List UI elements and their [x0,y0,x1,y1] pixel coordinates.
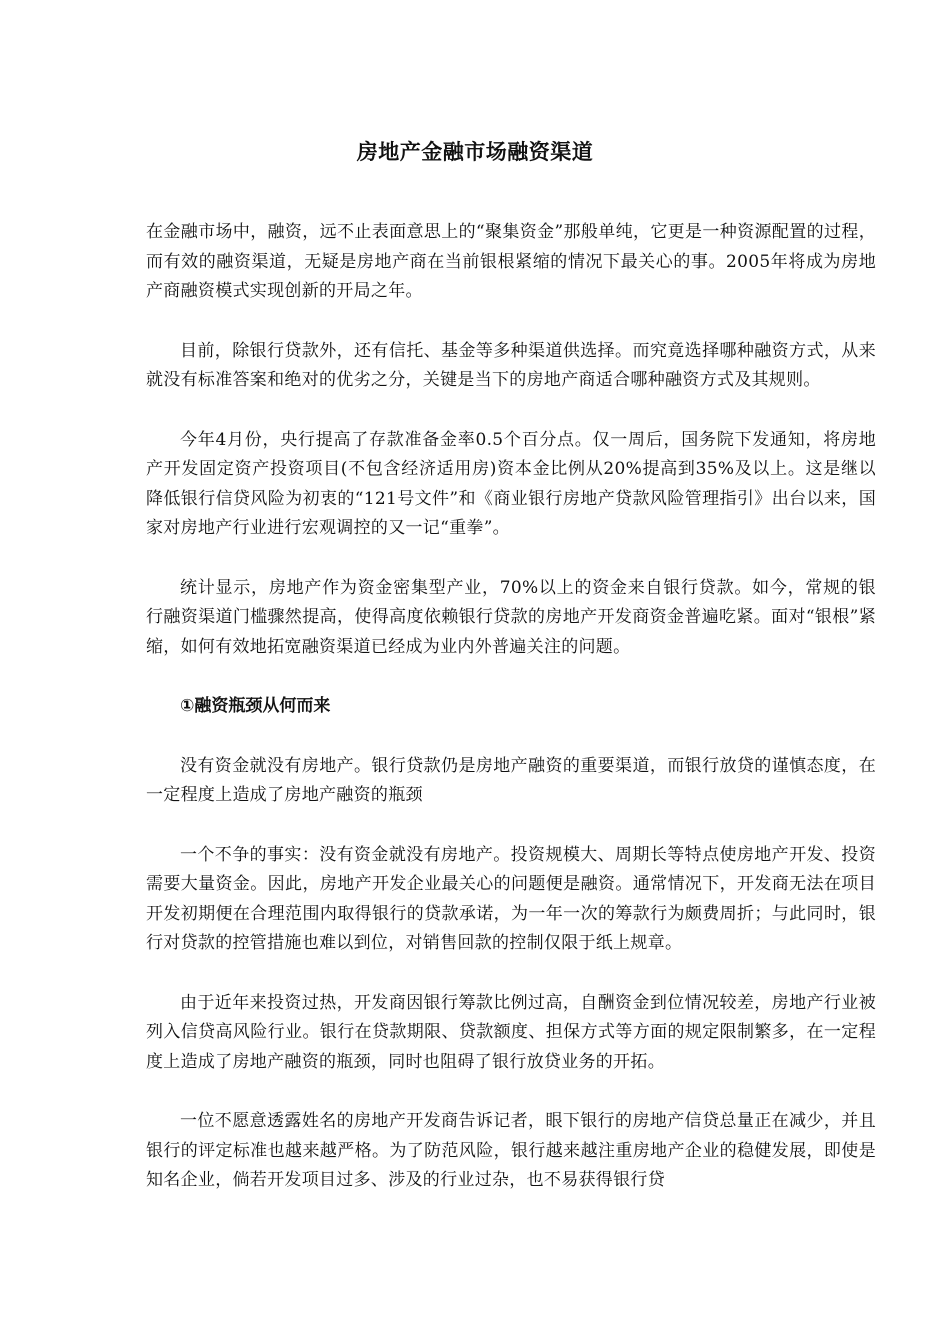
paragraph: 在金融市场中，融资，远不止表面意思上的“聚集资金”那般单纯，它更是一种资源配置的过程，而有效的融资渠道，无疑是房地产商在当前银根紧缩的情况下最关心的事。2005年将成为房地产商融资模式实现创新的开局之年。 [146,222,876,301]
section-heading: ①融资瓶颈从何而来 [180,696,331,716]
paragraph: 今年4月份，央行提高了存款准备金率0.5个百分点。仅一周后，国务院下发通知，将房地产开发固定资产投资项目(不包含经济适用房)资本金比例从20%提高到35%及以上。这是继以降低银行信贷风险为初衷的“121号文件”和《商业银行房地产贷款风险管理指引》出台以来，国家对房地产行业进行宏观调控的又一记“重拳”。 [146,429,876,538]
document-title: 房地产金融市场融资渠道 [356,140,594,164]
paragraph: 没有资金就没有房地产。银行贷款仍是房地产融资的重要渠道，而银行放贷的谨慎态度，在一定程度上造成了房地产融资的瓶颈 [146,755,876,805]
document-body [146,218,876,1226]
paragraph: 统计显示，房地产作为资金密集型产业，70%以上的资金来自银行贷款。如今，常规的银行融资渠道门槛骤然提高，使得高度依赖银行贷款的房地产开发商资金普遍吃紧。面对“银根”紧缩，如何有效地拓宽融资渠道已经成为业内外普遍关注的问题。 [146,577,876,657]
paragraph: 目前，除银行贷款外，还有信托、基金等多种渠道供选择。而究竟选择哪种融资方式，从来就没有标准答案和绝对的优劣之分，关键是当下的房地产商适合哪种融资方式及其规则。 [146,340,876,390]
paragraph: 一个不争的事实：没有资金就没有房地产。投资规模大、周期长等特点使房地产开发、投资需要大量资金。因此，房地产开发企业最关心的问题便是融资。通常情况下，开发商无法在项目开发初期便在合理范围内取得银行的贷款承诺，为一年一次的筹款行为颇费周折；与此同时，银行对贷款的控管措施也难以到位，对销售回款的控制仅限于纸上规章。 [146,844,876,953]
paragraph: 由于近年来投资过热，开发商因银行筹款比例过高，自酬资金到位情况较差，房地产行业被列入信贷高风险行业。银行在贷款期限、贷款额度、担保方式等方面的规定限制繁多，在一定程度上造成了房地产融资的瓶颈，同时也阻碍了银行放贷业务的开拓。 [146,992,876,1072]
paragraph: 一位不愿意透露姓名的房地产开发商告诉记者，眼下银行的房地产信贷总量正在减少，并且银行的评定标准也越来越严格。为了防范风险，银行越来越注重房地产企业的稳健发展，即使是知名企业，倘若开发项目过多、涉及的行业过杂，也不易获得银行贷 [146,1111,876,1190]
